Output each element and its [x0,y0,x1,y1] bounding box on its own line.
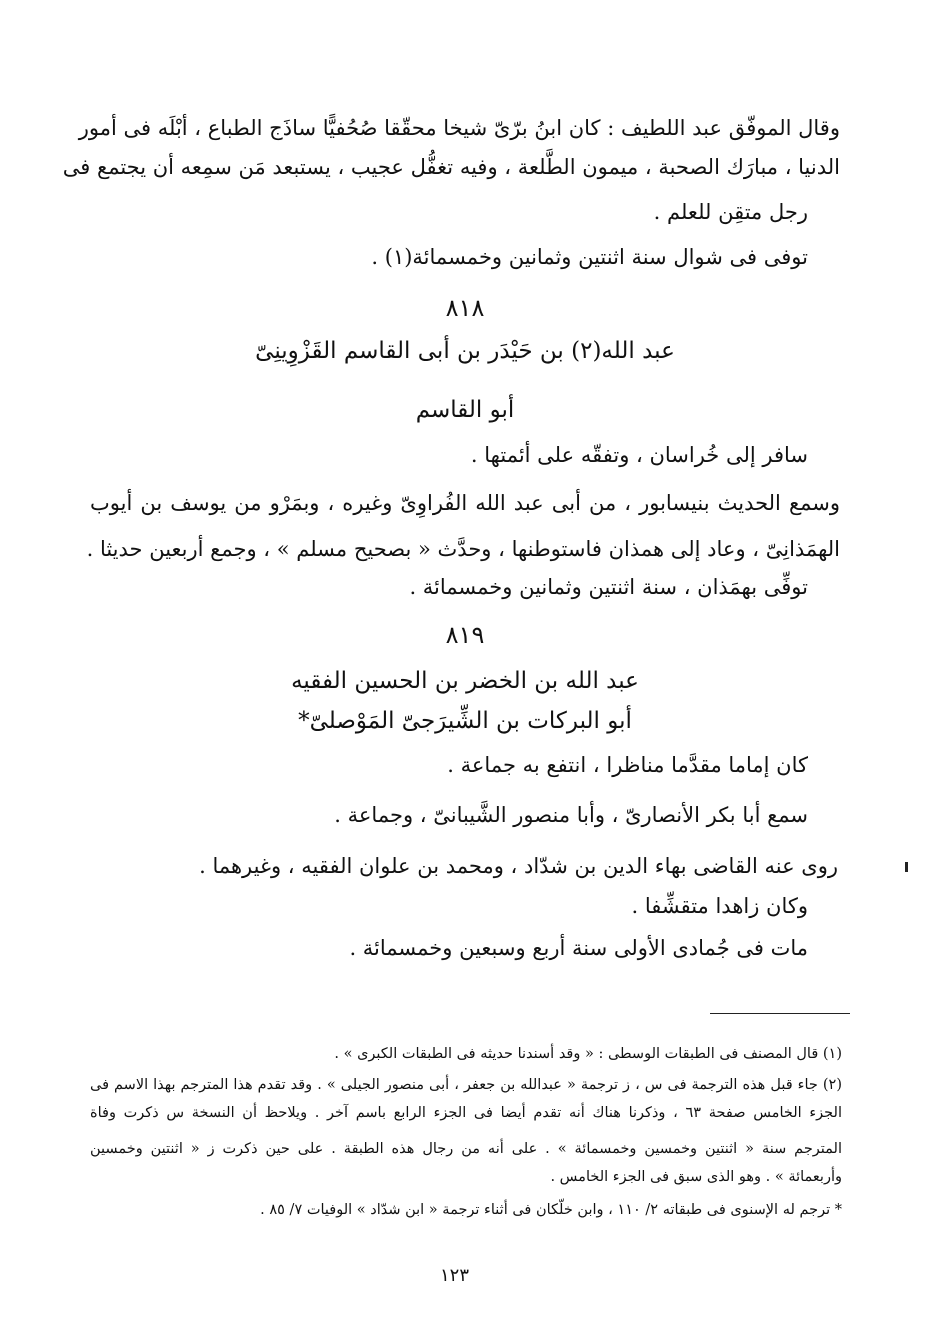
footnote: (٢) جاء قبل هذه الترجمة فى س ، ز ترجمة « عبدالله بن جعفر ، أبى منصور الجيلى » . وقد تقدم هذا المترجم بهذا الاسم فى [90,1077,842,1093]
body-line: توفى فى شوال سنة اثنتين وثمانين وخمسمائة(١) . [371,245,808,269]
body-line: الدنيا ، مبارَك الصحبة ، ميمون الطَّلعة ، وفيه تغفُّل عجيب ، يستبعد مَن سمِعه أن يجتمع فى [62,155,840,179]
footnote: (١) قال المصنف فى الطبقات الوسطى : « وقد أسندنا حديثه فى الطبقات الكبرى » . [334,1046,842,1062]
body-line: وكان زاهدا متقشِّفا . [631,894,808,918]
entry-number: ٨١٨ [445,294,485,322]
body-line: سافر إلى خُراسان ، وتفقّه على أئمتها . [470,443,808,467]
body-line: سمع أبا بكر الأنصارىّ ، وأبا منصور الشَّيبانىّ ، وجماعة . [334,803,808,827]
body-line: رجل متقِن للعلم . [653,200,808,224]
footnote: وأربعمائة » . وهو الذى سبق فى الجزء الخامس . [550,1169,842,1185]
entry-name: عبد الله بن الخضر بن الحسين الفقيه [291,668,639,694]
entry-number: ٨١٩ [445,621,485,649]
entry-kunya: أبو القاسم [415,397,515,423]
body-line: مات فى جُمادى الأولى سنة أربع وسبعين وخمسمائة . [349,936,808,960]
body-line: روى عنه القاضى بهاء الدين بن شدّاد ، ومحمد بن علوان الفقيه ، وغيرهما . [199,854,838,878]
body-line: توفِّى بهمَذان ، سنة اثنتين وثمانين وخمسمائة . [409,575,808,599]
body-line: وسمع الحديث بنيسابور ، من أبى عبد الله الفُراوِىّ وغيره ، وبمَرْو من يوسف بن أيوب [90,491,840,515]
footnote: * ترجم له الإسنوى فى طبقاته ٢/ ١١٠ ، وابن خلّكان فى أثناء ترجمة « ابن شدّاد » الوفيات ٧/ ٨٥ . [260,1202,842,1218]
footnote: المترجم سنة « اثنتين وخمسين وخمسمائة » . على أنه من رجال هذه الطبقة . على حين ذكرت ز « اثنتين وخمسين [90,1141,842,1157]
page-number: ١٢٣ [440,1265,470,1286]
body-line: وقال الموفّق عبد اللطيف : كان ابنُ برّىّ شيخا محقّقا صُحُفيًّا ساذَج الطباع ، أبْلَه فى أمور [78,116,840,140]
footnote-rule [710,1013,850,1014]
footnote: الجزء الخامس صفحة ٦٣ ، وذكرنا هناك أنه تقدم أيضا فى الجزء الرابع باسم آخر . ويلاحظ أن النسخة س ذكرت وفاة [90,1105,842,1121]
body-line: كان إماما مقدَّما مناظرا ، انتفع به جماعة . [447,753,808,777]
body-line: الهمَذانِىّ ، وعاد إلى همذان فاستوطنها ، وحدَّث « بصحيح مسلم » ، وجمع أربعين حديثا . [86,537,840,561]
margin-mark [905,862,908,872]
entry-kunya: أبو البركات بن الشِّيرَجىّ المَوْصلىّ* [298,708,632,734]
entry-name: عبد الله(٢) بن حَيْدَر بن أبى القاسم القَزْوِينِىّ [255,338,675,364]
